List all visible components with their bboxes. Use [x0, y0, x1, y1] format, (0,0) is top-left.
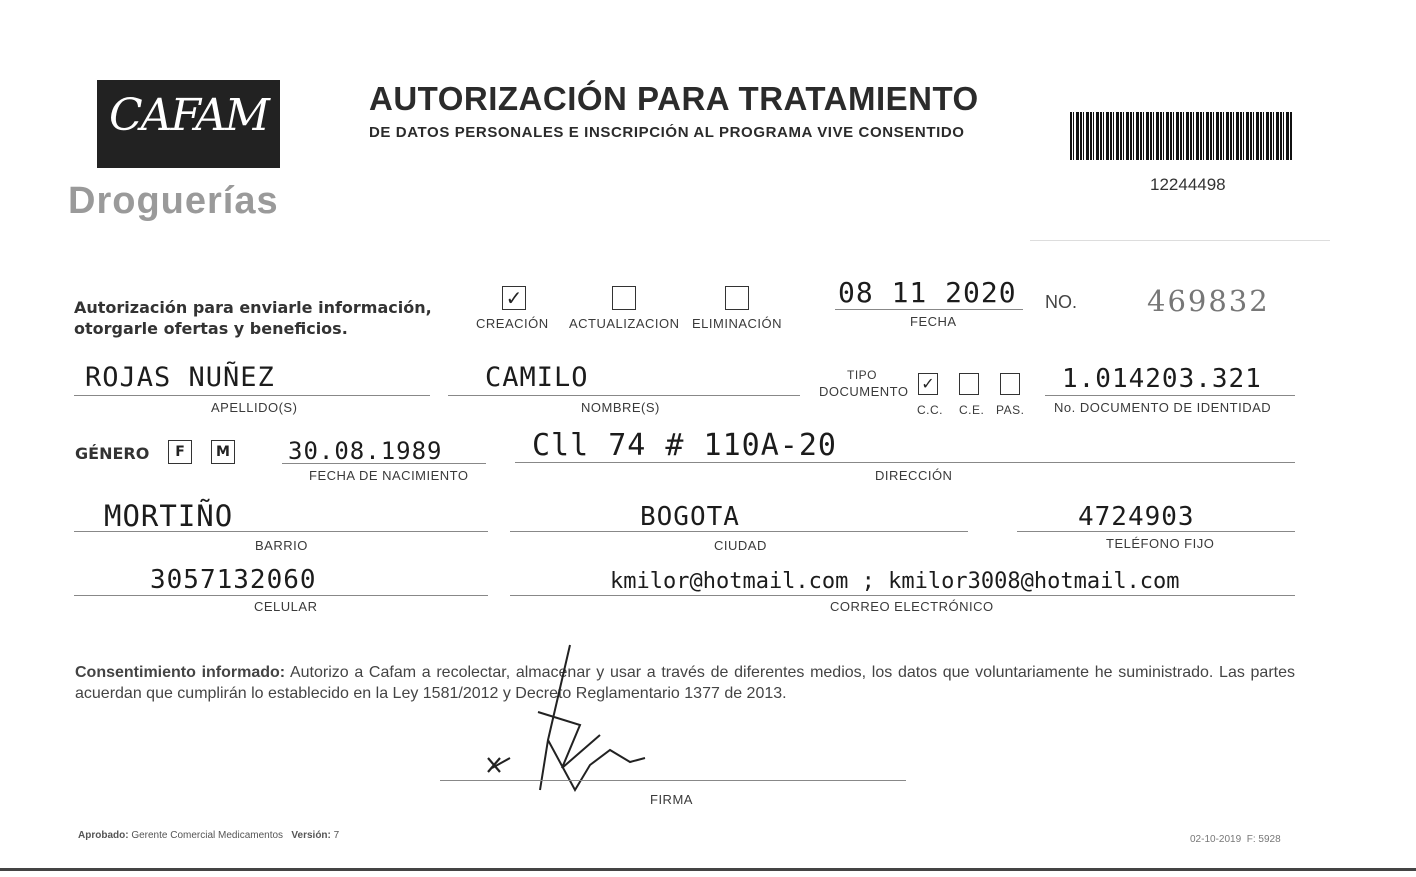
- doc-ce-label: C.E.: [959, 403, 985, 417]
- authorization-label-2: otorgarle ofertas y beneficios.: [74, 319, 348, 338]
- doc-number-label: No. DOCUMENTO DE IDENTIDAD: [1054, 400, 1272, 415]
- barrio-line: [74, 531, 488, 532]
- actualizacion-label: ACTUALIZACION: [569, 316, 680, 331]
- celular-line: [74, 595, 488, 596]
- footer-form-no: F: 5928: [1246, 834, 1281, 845]
- nacimiento-value[interactable]: 30.08.1989: [288, 437, 443, 465]
- genero-m-letter: M: [216, 444, 230, 460]
- apellidos-label: APELLIDO(S): [211, 400, 298, 415]
- creacion-checkbox[interactable]: [502, 286, 526, 310]
- telefono-value[interactable]: 4724903: [1078, 502, 1195, 532]
- signature-line[interactable]: [440, 780, 906, 781]
- doc-pas-checkbox[interactable]: [1000, 373, 1020, 395]
- version-value: 7: [333, 830, 340, 841]
- genero-f-checkbox[interactable]: [168, 440, 192, 464]
- nombres-label: NOMBRE(S): [581, 400, 660, 415]
- check-mark-icon: ✓: [921, 374, 935, 393]
- footer-date-code: 02-10-2019: [1190, 834, 1242, 845]
- signature-label: FIRMA: [650, 792, 693, 807]
- doc-number-line: [1045, 395, 1295, 396]
- logo: CAFAM: [109, 90, 268, 141]
- aprobado-label: Aprobado:: [78, 830, 129, 841]
- ciudad-line: [510, 531, 968, 532]
- doc-pas-label: PAS.: [996, 403, 1025, 417]
- nacimiento-line: [282, 463, 486, 464]
- direccion-line: [515, 462, 1295, 463]
- tipo-label: TIPO: [847, 368, 878, 382]
- genero-m-checkbox[interactable]: [211, 440, 235, 464]
- telefono-label: TELÉFONO FIJO: [1106, 536, 1215, 551]
- eliminacion-label: ELIMINACIÓN: [692, 316, 783, 331]
- doc-cc-label: C.C.: [917, 403, 943, 417]
- genero-label: GÉNERO: [75, 444, 150, 463]
- date-value[interactable]: 08 11 2020: [838, 276, 1017, 309]
- footer-approved: [78, 830, 339, 841]
- nombres-line: [448, 395, 800, 396]
- nombres-value[interactable]: CAMILO: [485, 362, 589, 393]
- consent-title: Consentimiento informado:: [75, 664, 286, 681]
- brand-name: Droguerías: [68, 180, 279, 222]
- authorization-label-1: Autorización para enviarle información,: [74, 298, 432, 317]
- celular-label: CELULAR: [254, 599, 318, 614]
- barrio-label: BARRIO: [255, 538, 308, 553]
- doc-ce-checkbox[interactable]: [959, 373, 979, 395]
- barrio-value[interactable]: MORTIÑO: [104, 499, 234, 533]
- creacion-label: CREACIÓN: [476, 316, 549, 331]
- barcode: [1070, 112, 1292, 160]
- ciudad-label: CIUDAD: [714, 538, 767, 553]
- genero-f-letter: F: [175, 444, 185, 460]
- doc-number-value[interactable]: 1.014203.321: [1062, 364, 1262, 394]
- form-subtitle: DE DATOS PERSONALES E INSCRIPCIÓN AL PROGRAMA VIVE CONSENTIDO: [369, 124, 965, 141]
- consent-block: [75, 662, 1295, 704]
- direccion-label: DIRECCIÓN: [875, 468, 953, 483]
- apellidos-value[interactable]: ROJAS NUÑEZ: [85, 362, 275, 393]
- footer-code: [1190, 834, 1281, 845]
- doc-cc-checkbox[interactable]: [918, 373, 938, 395]
- version-label: Versión:: [291, 830, 331, 841]
- date-label: FECHA: [910, 314, 957, 329]
- divider: [1030, 240, 1330, 241]
- consent-text: Autorizo a Cafam a recolectar, almacenar y usar a través de diferentes medios, los datos que voluntariamente he suministrado. Las partes acuerdan que cumplirán lo establecido en la Ley 1581/2012 y Decreto Reglamentario 1377 de 2013.: [75, 664, 1296, 702]
- barcode-number: 12244498: [1150, 175, 1226, 194]
- check-mark-icon: ✓: [505, 286, 523, 310]
- form-number: 469832: [1147, 284, 1270, 318]
- ciudad-value[interactable]: BOGOTA: [640, 502, 740, 532]
- correo-value[interactable]: kmilor@hotmail.com ; kmilor3008@hotmail.com: [610, 569, 1180, 594]
- correo-line: [510, 595, 1295, 596]
- date-line: [835, 309, 1023, 310]
- apellidos-line: [74, 395, 430, 396]
- bottom-edge: [0, 868, 1416, 871]
- telefono-line: [1017, 531, 1295, 532]
- number-label: NO.: [1045, 292, 1078, 312]
- documento-label: DOCUMENTO: [819, 384, 909, 399]
- correo-label: CORREO ELECTRÓNICO: [830, 599, 994, 614]
- form-title: AUTORIZACIÓN PARA TRATAMIENTO: [369, 80, 979, 117]
- nacimiento-label: FECHA DE NACIMIENTO: [309, 468, 469, 483]
- direccion-value[interactable]: Cll 74 # 110A-20: [532, 428, 837, 463]
- aprobado-value: Gerente Comercial Medicamentos: [131, 830, 284, 841]
- celular-value[interactable]: 3057132060: [150, 565, 317, 595]
- eliminacion-checkbox[interactable]: [725, 286, 749, 310]
- actualizacion-checkbox[interactable]: [612, 286, 636, 310]
